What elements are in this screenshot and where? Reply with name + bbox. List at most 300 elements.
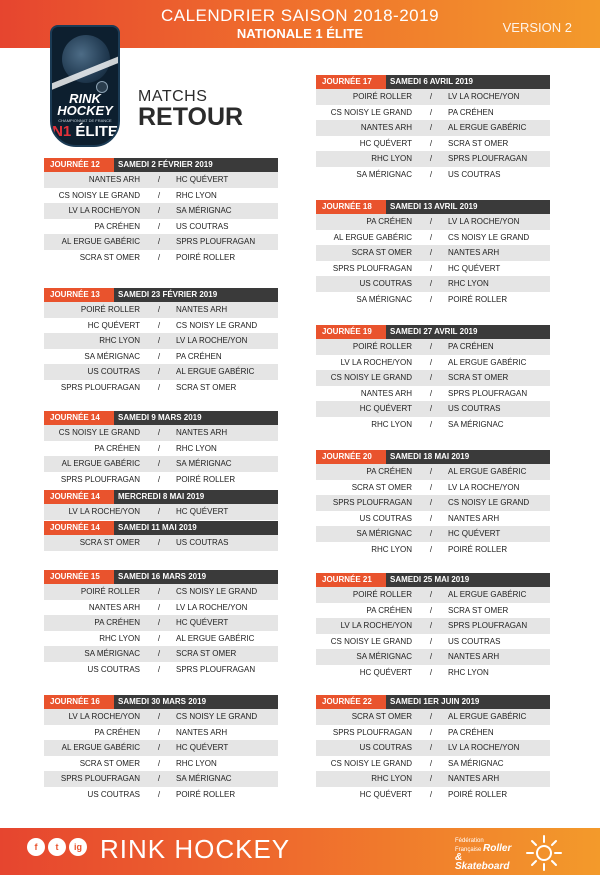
match-row: [44, 535, 278, 551]
match-separator: /: [429, 419, 433, 429]
match-separator: /: [429, 232, 433, 242]
home-team: SA MÉRIGNAC: [356, 294, 412, 304]
match-separator: /: [429, 154, 433, 163]
journee-block: [316, 573, 550, 680]
away-team: SA MÉRIGNAC: [176, 206, 232, 215]
journee-label: JOURNÉE 14: [44, 521, 114, 535]
match-row: [44, 234, 278, 250]
match-row: [44, 172, 278, 188]
journee-header: [316, 450, 550, 464]
match-row: [44, 188, 278, 204]
match-separator: /: [429, 342, 433, 351]
away-team: POIRÉ ROLLER: [448, 544, 508, 554]
journee-date: SAMEDI 16 MARS 2019: [114, 570, 278, 584]
journee-header: [316, 325, 550, 339]
away-team: HC QUÉVERT: [176, 743, 229, 752]
home-team: HC QUÉVERT: [359, 404, 412, 413]
home-team: NANTES ARH: [88, 175, 140, 184]
home-team: HC QUÉVERT: [359, 789, 412, 799]
league-subtitle: NATIONALE 1 ÉLITE: [236, 26, 364, 41]
away-team: NANTES ARH: [176, 428, 228, 437]
home-team: SCRA ST OMER: [79, 252, 140, 262]
match-row: [44, 771, 278, 787]
match-row: [44, 333, 278, 349]
match-separator: /: [429, 743, 433, 752]
away-team: NANTES ARH: [448, 248, 500, 257]
match-list: [44, 172, 278, 265]
match-separator: /: [429, 294, 433, 304]
home-team: RHC LYON: [99, 336, 140, 345]
home-team: NANTES ARH: [88, 602, 140, 612]
match-separator: /: [429, 467, 433, 476]
match-row: [316, 120, 550, 136]
journee-date: SAMEDI 11 MAI 2019: [114, 521, 278, 535]
match-row: [316, 740, 550, 756]
match-separator: /: [429, 652, 433, 661]
match-row: [44, 472, 278, 488]
home-team: NANTES ARH: [360, 123, 412, 132]
match-separator: /: [157, 474, 161, 484]
match-row: [316, 292, 550, 308]
home-team: POIRÉ ROLLER: [80, 587, 140, 596]
away-team: RHC LYON: [176, 758, 217, 768]
home-team: RHC LYON: [371, 154, 412, 163]
home-team: LV LA ROCHE/YON: [68, 712, 140, 721]
away-team: SA MÉRIGNAC: [448, 758, 504, 768]
match-separator: /: [157, 175, 161, 184]
match-list: [316, 89, 550, 182]
home-team: AL ERGUE GABÉRIC: [61, 743, 140, 752]
away-team: NANTES ARH: [448, 513, 500, 523]
away-team: LV LA ROCHE/YON: [176, 336, 248, 345]
away-team: HC QUÉVERT: [176, 507, 229, 516]
match-row: [44, 441, 278, 457]
journee-block: [316, 200, 550, 307]
match-row: [44, 646, 278, 662]
match-list: [316, 214, 550, 307]
match-separator: /: [429, 357, 433, 367]
journee-header: [44, 521, 278, 535]
journee-block: [44, 521, 278, 551]
home-team: CS NOISY LE GRAND: [58, 428, 140, 437]
away-team: RHC LYON: [176, 190, 217, 200]
home-team: POIRÉ ROLLER: [352, 342, 412, 351]
away-team: LV LA ROCHE/YON: [176, 602, 248, 612]
away-team: POIRÉ ROLLER: [448, 294, 508, 304]
home-team: CS NOISY LE GRAND: [330, 636, 412, 646]
match-row: [44, 600, 278, 616]
home-team: PA CRÉHEN: [366, 605, 412, 615]
match-separator: /: [429, 636, 433, 646]
home-team: CS NOISY LE GRAND: [330, 758, 412, 768]
away-team: SCRA ST OMER: [176, 382, 237, 392]
home-team: PA CRÉHEN: [94, 618, 140, 627]
away-team: CS NOISY LE GRAND: [448, 232, 530, 242]
journee-label: JOURNÉE 14: [44, 411, 114, 425]
match-separator: /: [157, 758, 161, 768]
match-separator: /: [157, 618, 161, 627]
match-list: [44, 425, 278, 487]
home-team: HC QUÉVERT: [87, 320, 140, 330]
journee-header: [44, 570, 278, 584]
away-team: POIRÉ ROLLER: [176, 789, 236, 799]
match-separator: /: [157, 382, 161, 392]
home-team: PA CRÉHEN: [94, 443, 140, 453]
away-team: CS NOISY LE GRAND: [176, 712, 258, 721]
match-row: [44, 709, 278, 725]
match-separator: /: [157, 221, 161, 231]
home-team: PA CRÉHEN: [366, 217, 412, 226]
away-team: US COUTRAS: [448, 636, 501, 646]
home-team: US COUTRAS: [87, 664, 140, 674]
away-team: LV LA ROCHE/YON: [448, 482, 520, 492]
match-separator: /: [157, 336, 161, 345]
home-team: CS NOISY LE GRAND: [330, 107, 412, 117]
match-row: [44, 725, 278, 741]
away-team: HC QUÉVERT: [448, 263, 501, 273]
journee-date: SAMEDI 23 FÉVRIER 2019: [114, 288, 278, 302]
away-team: HC QUÉVERT: [448, 529, 501, 538]
match-row: [44, 787, 278, 803]
journee-header: [44, 490, 278, 504]
match-row: [44, 756, 278, 772]
home-team: SCRA ST OMER: [79, 758, 140, 768]
journee-block: [44, 288, 278, 395]
home-team: SPRS PLOUFRAGAN: [60, 474, 140, 484]
match-separator: /: [429, 404, 433, 413]
away-team: AL ERGUE GABÉRIC: [448, 357, 527, 367]
away-team: US COUTRAS: [176, 221, 229, 231]
away-team: AL ERGUE GABÉRIC: [448, 123, 527, 132]
away-team: SCRA ST OMER: [176, 649, 237, 658]
away-team: CS NOISY LE GRAND: [448, 498, 530, 507]
match-separator: /: [429, 498, 433, 507]
match-separator: /: [157, 459, 161, 468]
journee-block: [44, 695, 278, 802]
home-team: LV LA ROCHE/YON: [68, 507, 140, 516]
journee-label: JOURNÉE 22: [316, 695, 386, 709]
away-team: US COUTRAS: [176, 538, 229, 547]
away-team: AL ERGUE GABÉRIC: [176, 633, 255, 643]
home-team: US COUTRAS: [359, 743, 412, 752]
match-separator: /: [429, 712, 433, 721]
match-separator: /: [157, 727, 161, 737]
journee-block: [316, 325, 550, 432]
match-row: [316, 339, 550, 355]
away-team: SPRS PLOUFRAGAN: [448, 154, 528, 163]
match-separator: /: [429, 774, 433, 783]
away-team: POIRÉ ROLLER: [176, 474, 236, 484]
away-team: PA CRÉHEN: [176, 351, 222, 361]
match-row: [316, 261, 550, 277]
match-row: [44, 456, 278, 472]
home-team: PA CRÉHEN: [94, 727, 140, 737]
home-team: SA MÉRIGNAC: [84, 351, 140, 361]
journee-label: JOURNÉE 18: [316, 200, 386, 214]
match-separator: /: [429, 789, 433, 799]
match-row: [316, 245, 550, 261]
match-separator: /: [429, 605, 433, 615]
journee-header: [44, 288, 278, 302]
home-team: SPRS PLOUFRAGAN: [332, 727, 412, 737]
home-team: SPRS PLOUFRAGAN: [332, 263, 412, 273]
away-team: AL ERGUE GABÉRIC: [448, 590, 527, 599]
match-separator: /: [429, 138, 433, 148]
match-row: [316, 386, 550, 402]
home-team: HC QUÉVERT: [359, 667, 412, 677]
home-team: SPRS PLOUFRAGAN: [332, 498, 412, 507]
home-team: RHC LYON: [99, 633, 140, 643]
match-row: [316, 355, 550, 371]
match-row: [316, 526, 550, 542]
journee-date: SAMEDI 1ER JUIN 2019: [386, 695, 550, 709]
match-list: [44, 535, 278, 551]
match-separator: /: [157, 538, 161, 547]
journee-label: JOURNÉE 19: [316, 325, 386, 339]
match-separator: /: [429, 758, 433, 768]
match-separator: /: [429, 217, 433, 226]
match-row: [44, 380, 278, 396]
match-list: [44, 302, 278, 395]
match-separator: /: [157, 351, 161, 361]
journee-label: JOURNÉE 12: [44, 158, 114, 172]
match-list: [316, 709, 550, 802]
match-separator: /: [157, 712, 161, 721]
journee-date: SAMEDI 18 MAI 2019: [386, 450, 550, 464]
journee-header: [44, 411, 278, 425]
journee-block: [316, 695, 550, 802]
match-row: [44, 250, 278, 266]
away-team: SA MÉRIGNAC: [176, 459, 232, 468]
twitter-icon[interactable]: t: [48, 838, 66, 856]
away-team: SCRA ST OMER: [448, 373, 509, 382]
match-row: [316, 587, 550, 603]
match-separator: /: [429, 123, 433, 132]
away-team: AL ERGUE GABÉRIC: [448, 712, 527, 721]
away-team: NANTES ARH: [448, 652, 500, 661]
logo-text-championnat: CHAMPIONNAT DE FRANCE: [58, 118, 112, 123]
calendar-title: CALENDRIER SAISON 2018-2019: [160, 6, 440, 25]
match-list: [316, 464, 550, 557]
away-team: LV LA ROCHE/YON: [448, 217, 520, 226]
match-separator: /: [429, 590, 433, 599]
home-team: SCRA ST OMER: [351, 712, 412, 721]
match-separator: /: [157, 190, 161, 200]
match-separator: /: [157, 649, 161, 658]
match-list: [44, 504, 278, 520]
journee-date: SAMEDI 25 MAI 2019: [386, 573, 550, 587]
home-team: LV LA ROCHE/YON: [68, 206, 140, 215]
journee-label: JOURNÉE 21: [316, 573, 386, 587]
match-row: [316, 151, 550, 167]
home-team: SA MÉRIGNAC: [356, 529, 412, 538]
match-row: [316, 214, 550, 230]
away-team: SPRS PLOUFRAGAN: [448, 388, 528, 398]
journee-date: MERCREDI 8 MAI 2019: [114, 490, 278, 504]
away-team: LV LA ROCHE/YON: [448, 92, 520, 101]
journee-date: SAMEDI 6 AVRIL 2019: [386, 75, 550, 89]
match-separator: /: [157, 664, 161, 674]
journee-block: [44, 411, 278, 487]
match-separator: /: [157, 774, 161, 783]
home-team: CS NOISY LE GRAND: [58, 190, 140, 200]
away-team: HC QUÉVERT: [176, 618, 229, 627]
match-row: [316, 665, 550, 681]
away-team: RHC LYON: [176, 443, 217, 453]
heading-matchs: MATCHS: [138, 88, 208, 105]
match-row: [44, 662, 278, 678]
match-separator: /: [429, 388, 433, 398]
away-team: NANTES ARH: [448, 774, 500, 783]
match-separator: /: [157, 633, 161, 643]
match-row: [316, 136, 550, 152]
journee-block: [44, 570, 278, 677]
match-row: [316, 771, 550, 787]
journee-date: SAMEDI 2 FÉVRIER 2019: [114, 158, 278, 172]
home-team: RHC LYON: [371, 774, 412, 783]
logo-text-n1-elite: N1 ÉLITE: [52, 123, 118, 140]
match-separator: /: [157, 206, 161, 215]
match-row: [316, 276, 550, 292]
match-separator: /: [429, 529, 433, 538]
away-team: NANTES ARH: [176, 305, 228, 314]
home-team: HC QUÉVERT: [359, 138, 412, 148]
away-team: SCRA ST OMER: [448, 605, 509, 615]
match-row: [316, 105, 550, 121]
match-row: [316, 756, 550, 772]
home-team: SA MÉRIGNAC: [84, 649, 140, 658]
match-separator: /: [157, 443, 161, 453]
match-row: [316, 603, 550, 619]
home-team: SPRS PLOUFRAGAN: [60, 774, 140, 783]
match-row: [316, 725, 550, 741]
match-row: [316, 495, 550, 511]
match-separator: /: [157, 367, 161, 376]
journee-header: [316, 75, 550, 89]
match-row: [44, 631, 278, 647]
away-team: US COUTRAS: [448, 404, 501, 413]
away-team: SPRS PLOUFRAGAN: [448, 621, 528, 630]
match-row: [316, 649, 550, 665]
away-team: SA MÉRIGNAC: [448, 419, 504, 429]
match-separator: /: [429, 373, 433, 382]
facebook-icon[interactable]: f: [27, 838, 45, 856]
logo-text-rink-hockey: RINK HOCKEY: [57, 91, 113, 118]
away-team: SPRS PLOUFRAGAN: [176, 664, 256, 674]
match-separator: /: [429, 544, 433, 554]
match-row: [316, 634, 550, 650]
journee-header: [316, 200, 550, 214]
match-row: [44, 584, 278, 600]
away-team: LV LA ROCHE/YON: [448, 743, 520, 752]
home-team: POIRÉ ROLLER: [352, 92, 412, 101]
home-team: SCRA ST OMER: [351, 248, 412, 257]
journee-label: JOURNÉE 13: [44, 288, 114, 302]
match-separator: /: [429, 279, 433, 288]
match-row: [316, 417, 550, 433]
match-row: [44, 219, 278, 235]
away-team: POIRÉ ROLLER: [448, 789, 508, 799]
match-separator: /: [157, 587, 161, 596]
match-separator: /: [429, 107, 433, 117]
home-team: US COUTRAS: [359, 513, 412, 523]
away-team: HC QUÉVERT: [176, 175, 229, 184]
match-separator: /: [157, 428, 161, 437]
match-row: [44, 615, 278, 631]
match-row: [44, 364, 278, 380]
footer-band: [0, 828, 600, 875]
match-separator: /: [429, 92, 433, 101]
home-team: RHC LYON: [371, 544, 412, 554]
home-team: NANTES ARH: [360, 388, 412, 398]
match-row: [316, 89, 550, 105]
match-row: [316, 542, 550, 558]
match-separator: /: [429, 263, 433, 273]
journee-date: SAMEDI 27 AVRIL 2019: [386, 325, 550, 339]
footer-title: RINK HOCKEY: [100, 834, 291, 864]
journee-block: [44, 490, 278, 520]
away-team: CS NOISY LE GRAND: [176, 587, 258, 596]
home-team: LV LA ROCHE/YON: [340, 621, 412, 630]
version-label: VERSION 2: [502, 20, 572, 35]
home-team: US COUTRAS: [87, 789, 140, 799]
match-row: [44, 425, 278, 441]
journee-label: JOURNÉE 15: [44, 570, 114, 584]
match-row: [316, 480, 550, 496]
home-team: POIRÉ ROLLER: [80, 305, 140, 314]
away-team: SPRS PLOUFRAGAN: [176, 237, 256, 246]
home-team: AL ERGUE GABÉRIC: [333, 232, 412, 242]
journee-header: [316, 695, 550, 709]
match-row: [316, 787, 550, 803]
journee-label: JOURNÉE 20: [316, 450, 386, 464]
match-row: [44, 349, 278, 365]
match-list: [316, 587, 550, 680]
home-team: PA CRÉHEN: [366, 467, 412, 476]
home-team: SCRA ST OMER: [79, 538, 140, 547]
journee-block: [44, 158, 278, 265]
away-team: PA CRÉHEN: [448, 342, 494, 351]
match-row: [316, 401, 550, 417]
home-team: AL ERGUE GABÉRIC: [61, 459, 140, 468]
home-team: AL ERGUE GABÉRIC: [61, 237, 140, 246]
ffrs-sun-icon: [524, 833, 564, 873]
match-separator: /: [157, 507, 161, 516]
match-list: [316, 339, 550, 432]
journee-header: [44, 695, 278, 709]
away-team: RHC LYON: [448, 279, 489, 288]
instagram-icon[interactable]: ig: [69, 838, 87, 856]
journee-block: [316, 75, 550, 182]
away-team: AL ERGUE GABÉRIC: [176, 367, 255, 376]
match-separator: /: [157, 743, 161, 752]
match-separator: /: [157, 789, 161, 799]
match-separator: /: [429, 482, 433, 492]
match-separator: /: [157, 237, 161, 246]
match-row: [316, 464, 550, 480]
home-team: PA CRÉHEN: [94, 221, 140, 231]
match-row: [316, 618, 550, 634]
journee-header: [316, 573, 550, 587]
match-row: [44, 203, 278, 219]
match-row: [44, 504, 278, 520]
journee-label: JOURNÉE 17: [316, 75, 386, 89]
match-separator: /: [429, 248, 433, 257]
away-team: US COUTRAS: [448, 169, 501, 179]
match-row: [316, 370, 550, 386]
journee-label: JOURNÉE 16: [44, 695, 114, 709]
journee-block: [316, 450, 550, 557]
